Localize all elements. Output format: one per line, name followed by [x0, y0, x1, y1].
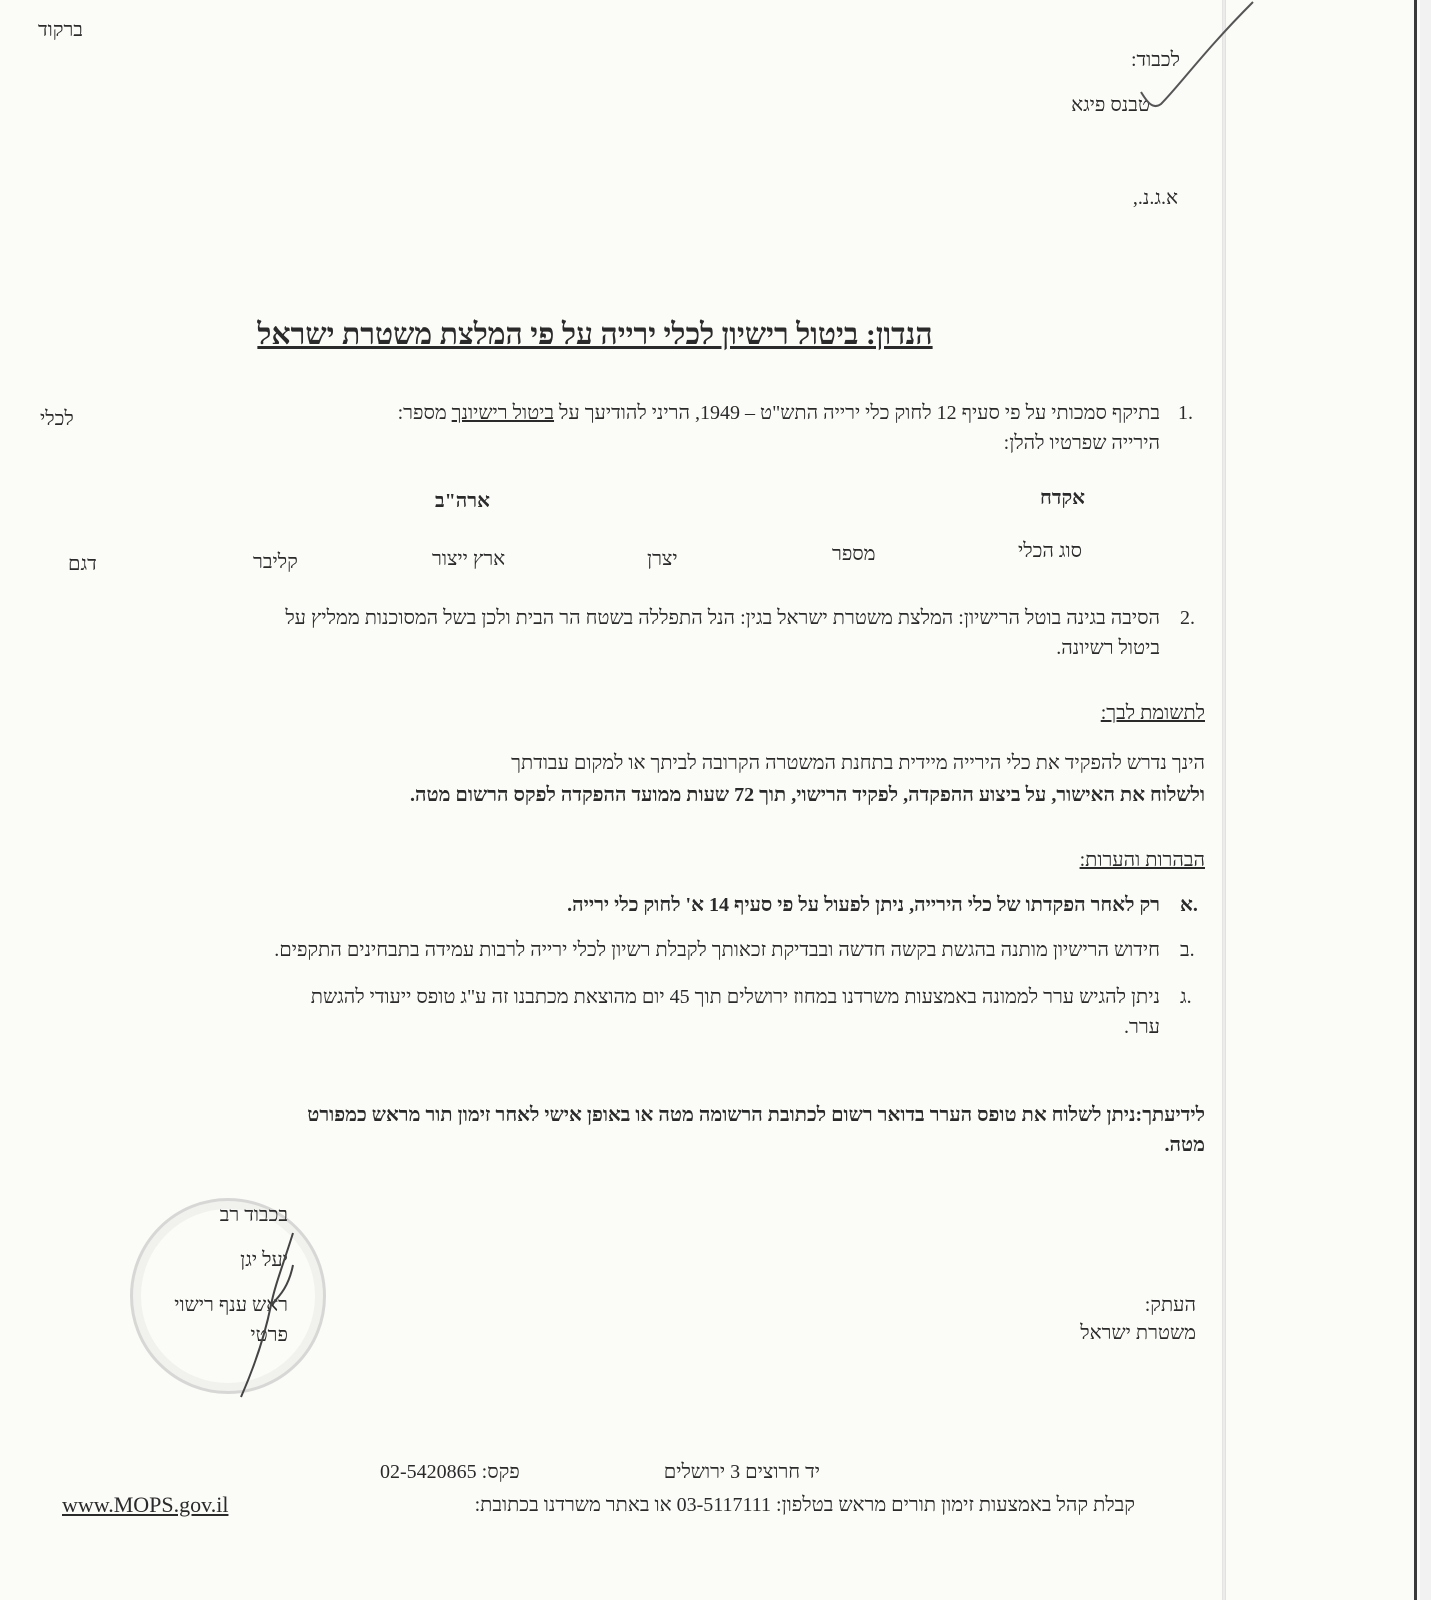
footer-website-link[interactable]: www.MOPS.gov.il [62, 1492, 229, 1517]
footer-address: יד חרוצים 3 ירושלים [663, 1461, 820, 1483]
scan-margin [1420, 0, 1431, 1600]
weapon-type-value: אקדח [1040, 487, 1085, 509]
signatory-title-1: ראש ענף רישוי [174, 1294, 288, 1316]
signatory-name: יעל יגן [240, 1249, 288, 1271]
paragraph-1-number-label: מספר: [397, 402, 452, 424]
paragraph-2-line-1: הסיבה בגינה בוטל הרישיון: המלצת משטרת ישראל בגין: הנל התפללה בשטח הר הבית ולכן בשל המסוכנות ממליץ על [285, 607, 1160, 629]
to-label: לכבוד: [1130, 49, 1180, 71]
clarification-a: רק לאחר הפקדתו של כלי הירייה, ניתן לפעול על פי סעיף 14 א' לחוק כלי ירייה. [567, 894, 1160, 916]
barcode-label: ברקוד [38, 19, 83, 41]
scan-edge [1414, 0, 1417, 1600]
clarification-letter-c: ג. [1180, 986, 1192, 1008]
col-number: מספר [832, 543, 876, 565]
clarification-c-line-2: ערר. [1124, 1016, 1160, 1038]
recipient-name: טבנס פיגא [1071, 94, 1150, 116]
attention-line-1: הינך נדרש להפקיד את כלי הירייה מיידית בתחנת המשטרה הקרובה לביתך או למקום עבודתך [511, 752, 1205, 774]
weapon-country-value: ארה"ב [435, 490, 490, 512]
paragraph-2-number: 2. [1180, 607, 1195, 629]
col-caliber: קליבר [253, 551, 298, 573]
paragraph-1-text: בתיקף סמכותי על פי סעיף 12 לחוק כלי ירייה התש"ט – 1949, הריני להודיעך על [554, 402, 1160, 424]
col-country: ארץ ייצור [432, 548, 506, 570]
checkmark-signature [1135, 0, 1285, 115]
col-model: דגם [68, 553, 97, 575]
clarification-letter-b: ב. [1180, 939, 1195, 961]
notice-line-1: לידיעתך:ניתן לשלוח את טופס הערר בדואר רשום לכתובת הרשומה מטה או באופן אישי לאחר זימון תור מראש כמפורט [307, 1104, 1205, 1126]
footer-fax: פקס: 02-5420865 [380, 1461, 520, 1483]
paragraph-1-line-1 [160, 398, 1160, 428]
handwritten-signature [225, 1225, 305, 1405]
paragraph-1-line-2: הירייה שפרטיו להלן: [1003, 432, 1160, 454]
signature-closing: בכבוד רב [219, 1204, 288, 1226]
license-cancel-phrase: ביטול רישיונך [451, 402, 555, 424]
clarification-b: חידוש הרישיון מותנה בהגשת בקשה חדשה ובבדיקת זכאותך לקבלת רשיון לכלי ירייה לרבות עמידה בתבחינים התקפים. [274, 939, 1160, 961]
attention-line-2: ולשלוח את האישור, על ביצוע ההפקדה, לפקיד הרישוי, תוך 72 שעות ממועד ההפקדה לפקס הרשום מטה. [409, 784, 1205, 806]
clarifications-heading: הבהרות והערות: [1079, 849, 1205, 871]
signatory-title-2: פרטי [250, 1324, 288, 1346]
col-manufacturer: יצרן [647, 548, 678, 570]
clarification-letter-a: א. [1180, 894, 1198, 916]
clarification-c: ניתן להגיש ערר לממונה באמצעות משרדנו במחוז ירושלים תוך 45 יום מהוצאת מכתבנו זה ע"ג טופס ייעודי להגשת [310, 986, 1160, 1008]
scan-fold-line [1222, 0, 1226, 1600]
copy-recipient: משטרת ישראל [1080, 1322, 1196, 1344]
copy-label: העתק: [1144, 1294, 1196, 1316]
paragraph-1-trailing-word: לכלי [40, 408, 74, 430]
greeting-initials: א.ג.נ., [1132, 187, 1178, 209]
attention-heading: לתשומת לבך: [1100, 702, 1205, 724]
paragraph-2-line-2: ביטול רשיונה. [1056, 637, 1160, 659]
col-weapon-type: סוג הכלי [1018, 540, 1082, 562]
subject-line: הנדון: ביטול רישיון לכלי ירייה על פי המלצת משטרת ישראל [257, 318, 933, 351]
footer-reception: קבלת קהל באמצעות זימון תורים מראש בטלפון: 03-5117111 או באתר משרדנו בכתובת: [474, 1494, 1135, 1516]
paragraph-1-number: 1. [1178, 402, 1193, 424]
notice-line-2: מטה. [1164, 1134, 1205, 1156]
